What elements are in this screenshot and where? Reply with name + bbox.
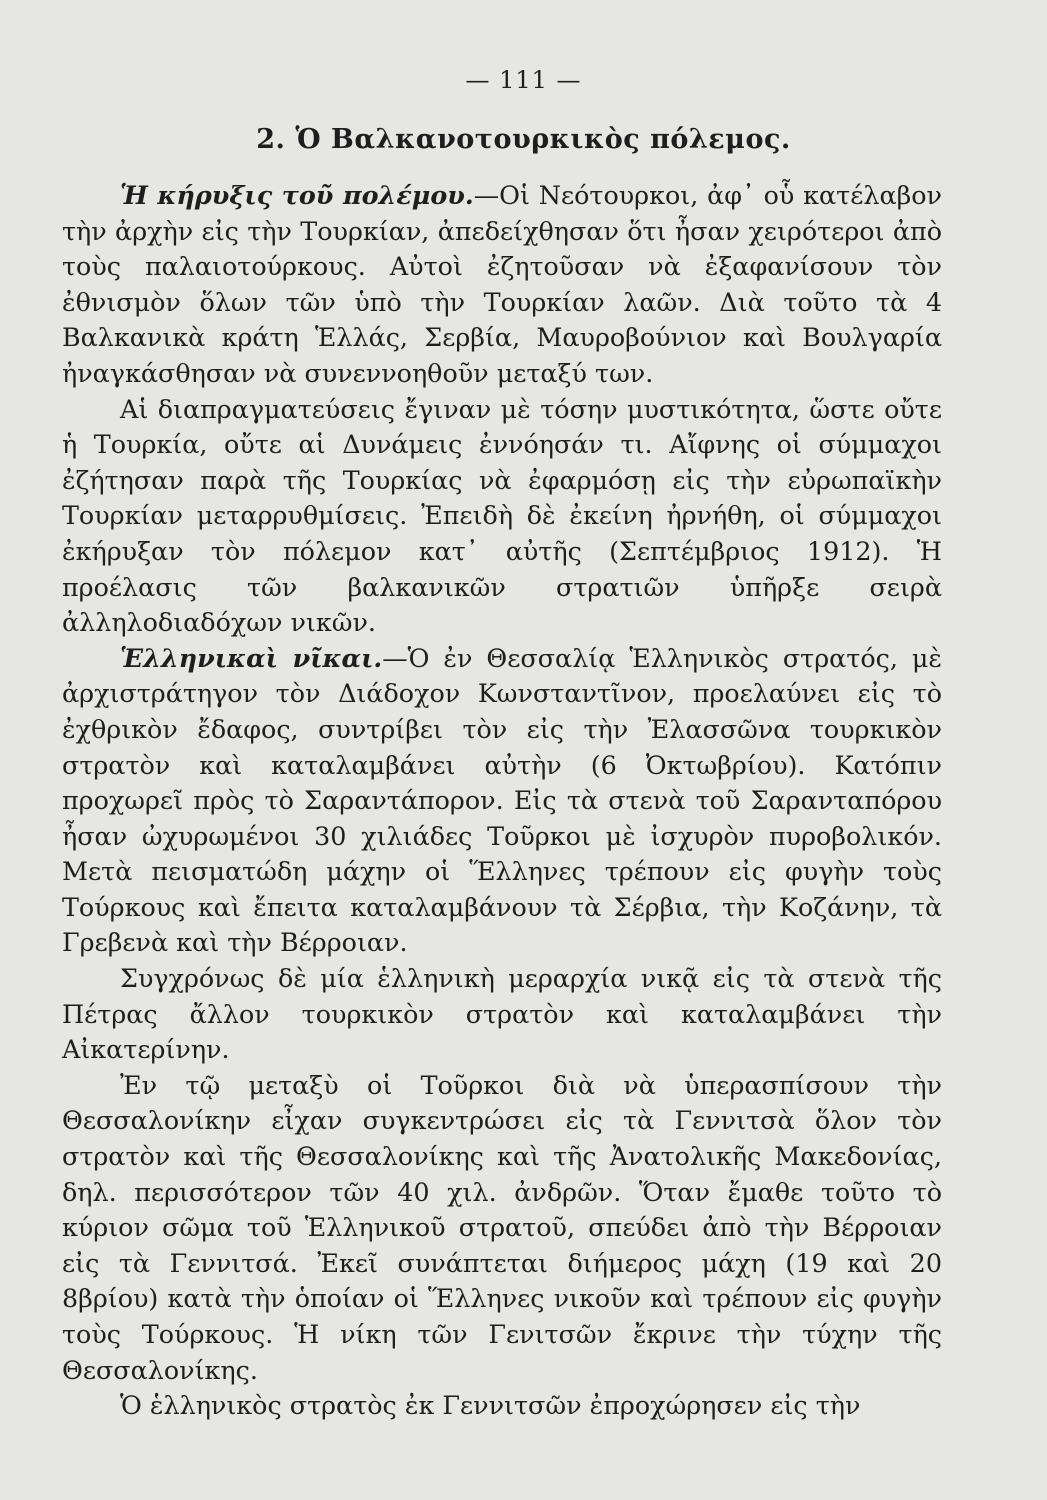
paragraph-text: Αἱ διαπραγματεύσεις ἔγιναν μὲ τόσην μυστικότητα, ὥστε οὔτε ἡ Τουρκία, οὔτε αἱ Δυνάμεις ἐννόησάν τι. Αἴφνης οἱ σύμμαχοι ἐζήτησαν παρὰ τῆς Τουρκίας νὰ ἐφαρμόσῃ εἰς τὴν εὐρωπαϊκὴν Τουρκίαν μεταρρυθμίσεις. Ἐπειδὴ δὲ ἐκείνη ἠρνήθη, οἱ σύμμαχοι ἐκήρυξαν τὸν πόλεμον κατ᾽ αὐτῆς (Σεπτέμβριος 1912). Ἡ προέλασις τῶν βαλκανικῶν στρατιῶν ὑπῆρξε σειρὰ ἀλληλοδιαδόχων νικῶν.: [62, 393, 942, 638]
page-number: — 111 —: [465, 66, 582, 94]
chapter-heading: [0, 124, 1047, 155]
chapter-title: Ὁ Βαλκανοτουρκικὸς πόλεμος.: [295, 124, 791, 155]
paragraph-greek-victories: [62, 641, 942, 961]
chapter-number: 2.: [256, 124, 286, 155]
paragraph-text: Ἐν τῷ μεταξὺ οἱ Τοῦρκοι διὰ νὰ ὑπερασπίσουν τὴν Θεσσαλονίκην εἶχαν συγκεντρώσει εἰς τὰ Γεννιτσὰ ὅλον τὸν στρατὸν καὶ τῆς Θεσσαλονίκης καὶ τῆς Ἀνατολικῆς Μακεδονίας, δηλ. περισσότερον τῶν 40 χιλ. ἀνδρῶν. Ὅταν ἔμαθε τοῦτο τὸ κύριον σῶμα τοῦ Ἑλληνικοῦ στρατοῦ, σπεύδει ἀπὸ τὴν Βέρροιαν εἰς τὰ Γεννιτσά. Ἐκεῖ συνάπτεται διήμερος μάχη (19 καὶ 20 8βρίου) κατὰ τὴν ὁποίαν οἱ Ἕλληνες νικοῦν καὶ τρέπουν εἰς φυγὴν τοὺς Τούρκους. Ἡ νίκη τῶν Γενιτσῶν ἔκρινε τὴν τύχην τῆς Θεσσαλονίκης.: [62, 1069, 942, 1385]
paragraph-text: —Ὁ ἐν Θεσσαλίᾳ Ἑλληνικὸς στρατός, μὲ ἀρχιστράτηγον τὸν Διάδοχον Κωνσταντῖνον, προελαύνει εἰς τὸ ἐχθρικὸν ἔδαφος, συντρίβει τὸν εἰς τὴν Ἐλασσῶνα τουρκικὸν στρατὸν καὶ καταλαμβάνει αὐτὴν (6 Ὀκτωβρίου). Κατόπιν προχωρεῖ πρὸς τὸ Σαραντάπορον. Εἰς τὰ στενὰ τοῦ Σαρανταπόρου ἦσαν ὠχυρωμένοι 30 χιλιάδες Τοῦρκοι μὲ ἰσχυρὸν πυροβολικόν. Μετὰ πεισματώδη μάχην οἱ Ἕλληνες τρέπουν εἰς φυγὴν τοὺς Τούρκους καὶ ἔπειτα καταλαμβάνουν τὰ Σέρβια, τὴν Κοζάνην, τὰ Γρεβενὰ καὶ τὴν Βέρροιαν.: [62, 642, 943, 958]
paragraph-giannitsa: [62, 1068, 942, 1388]
paragraph-petra: [62, 961, 942, 1068]
body-text: [62, 178, 942, 1424]
subheading-greek-victories: Ἑλληνικαὶ νῖκαι.: [120, 642, 383, 673]
paragraph-continuation: [62, 1388, 942, 1424]
subheading-declaration-of-war: Ἡ κήρυξις τοῦ πολέμου.: [120, 180, 474, 210]
paragraph-text: Ὁ ἑλληνικὸς στρατὸς ἐκ Γεννιτσῶν ἐπροχώρησεν εἰς τὴν: [120, 1390, 861, 1421]
paragraph-text: —Οἱ Νεότουρκοι, ἀφ᾽ οὗ κατέλαβον τὴν ἀρχὴν εἰς τὴν Τουρκίαν, ἀπεδείχθησαν ὅτι ἦσαν χειρότεροι ἀπὸ τοὺς παλαιοτούρκους. Αὐτοὶ ἐζητοῦσαν νὰ ἐξαφανίσουν τὸν ἐθνισμὸν ὅλων τῶν ὑπὸ τὴν Τουρκίαν λαῶν. Διὰ τοῦτο τὰ 4 Βαλκανικὰ κράτη Ἑλλάς, Σερβία, Μαυροβούνιον καὶ Βουλγαρία ἠναγκάσθησαν νὰ συνεννοηθοῦν μεταξύ των.: [62, 180, 942, 388]
paragraph-negotiations: [62, 392, 942, 641]
paragraph-text: Συγχρόνως δὲ μία ἑλληνικὴ μεραρχία νικᾷ εἰς τὰ στενὰ τῆς Πέτρας ἄλλον τουρκικὸν στρατὸν καὶ καταλαμβάνει τὴν Αἰκατερίνην.: [62, 963, 942, 1065]
paragraph-declaration-of-war: [62, 178, 942, 392]
